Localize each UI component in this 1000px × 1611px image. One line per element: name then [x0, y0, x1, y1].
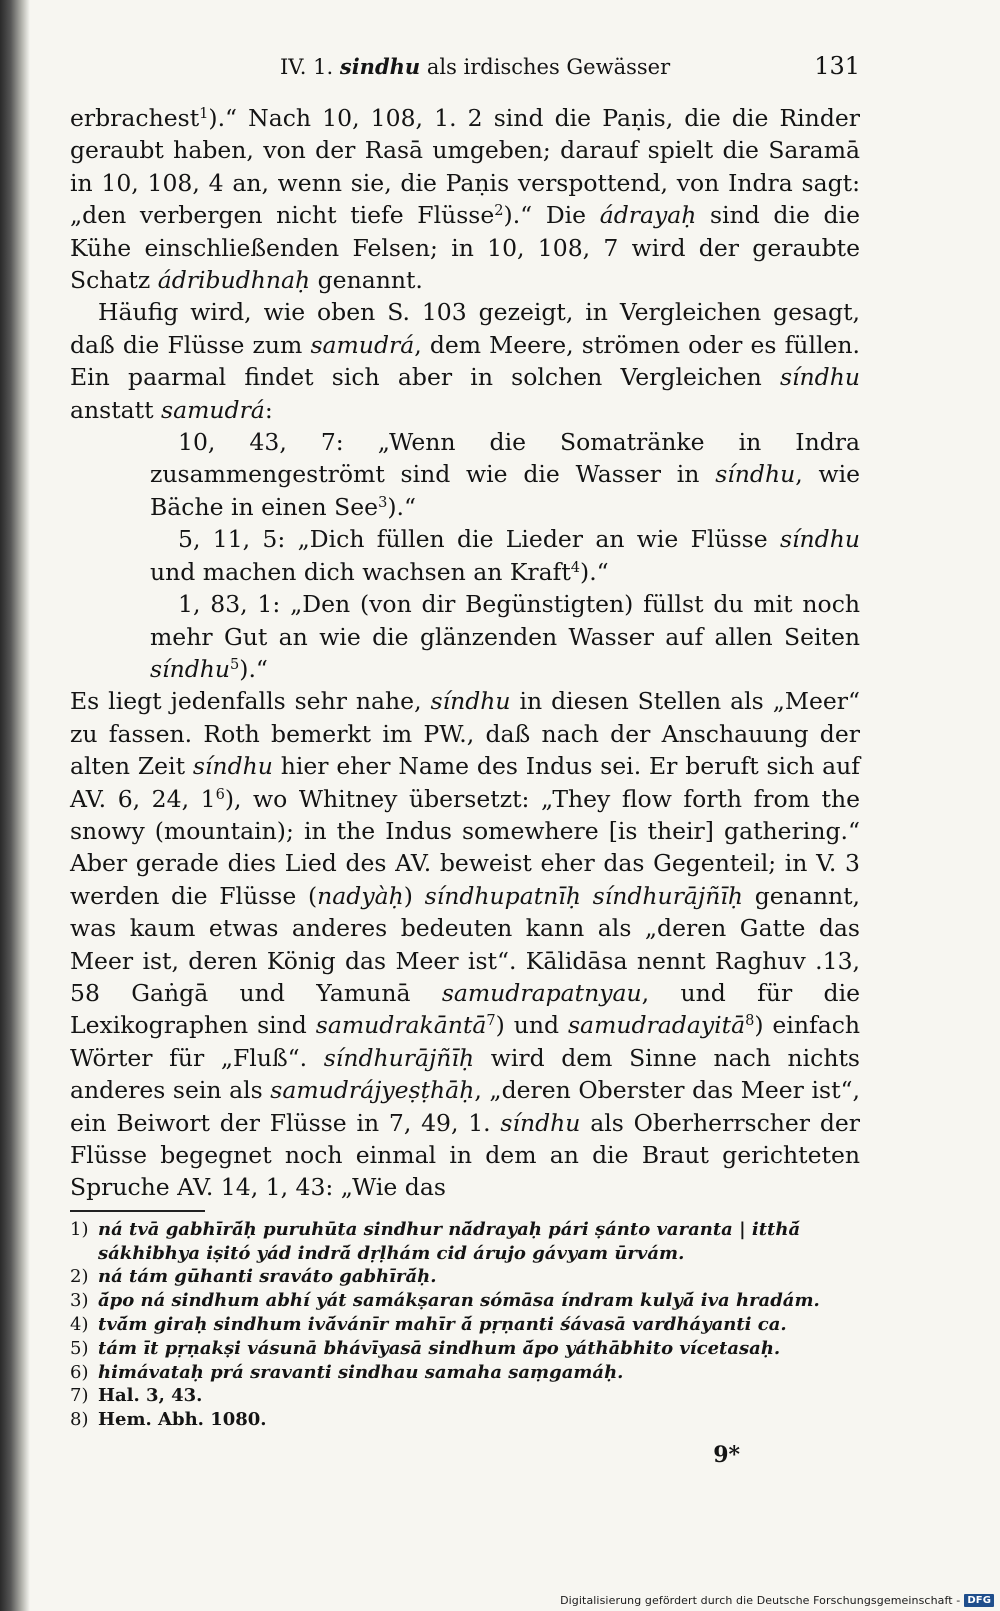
sanskrit-term: samudrá	[310, 330, 415, 359]
text-run: genannt.	[310, 266, 423, 295]
text-run: , und für die Lexikographen sind	[70, 978, 860, 1040]
footnote-8	[70, 1408, 860, 1432]
credit-text: Digitalisierung gefördert durch die Deutsche Forschungsgemeinschaft -	[560, 1594, 961, 1607]
sanskrit-term: síndhu	[779, 525, 860, 554]
sanskrit-term: síndhurājñīḥ	[323, 1043, 475, 1072]
footnote-divider	[70, 1210, 205, 1212]
quote-1	[70, 426, 860, 523]
footnote-1	[70, 1218, 860, 1266]
footnote-ref[interactable]: 5	[230, 655, 240, 673]
text-run: wird dem Sinne nach nichts anderes sein als	[70, 1043, 860, 1105]
sanskrit-term: síndhu	[500, 1108, 581, 1137]
footnote-text: ā́po ná sindhum abhí yát samákṣaran sómāsa índram kulyā́ iva hradám.	[98, 1290, 820, 1312]
text-run: ).“ Nach 10, 108, 1. 2 sind die Paṇis, die die Rinder geraubt haben, von der Rasā umgeben; darauf spielt die Saramā in 10, 108, 4 an, wenn sie, die Paṇis verspottend, von Indra sagt: „den verbergen nicht tiefe Flüsse	[70, 104, 860, 230]
text-run: ).“	[580, 557, 609, 586]
sanskrit-term: samudrakāntā	[315, 1011, 487, 1040]
running-head-italic: sindhu	[339, 54, 421, 79]
sanskrit-term: samudrapatnyau	[441, 978, 642, 1007]
sanskrit-term: samudradayitā	[568, 1011, 746, 1040]
text-run: , wie Bäche in einen See	[150, 460, 860, 521]
sanskrit-term: samudrájyeṣṭhāḥ	[270, 1076, 475, 1105]
paragraph-2	[70, 296, 860, 426]
text-run: anstatt	[70, 395, 162, 424]
footnote-6	[70, 1361, 860, 1385]
footnote-text: Hem. Abh. 1080.	[98, 1409, 267, 1431]
page-number: 131	[814, 52, 860, 80]
text-run: , dem Meere, strömen oder es füllen. Ein paarmal findet sich aber in solchen Vergleichen	[70, 330, 860, 392]
text-run: hier eher Name des Indus sei. Er beruft sich auf AV. 6, 24, 1	[70, 752, 861, 813]
footnote-ref[interactable]: 2	[494, 202, 504, 220]
sanskrit-term: síndhupatnīḥ síndhurājñīḥ	[424, 881, 744, 910]
footnote-ref[interactable]: 6	[215, 785, 225, 803]
footnote-number: 1)	[70, 1218, 89, 1240]
dfg-logo[interactable]: DFG	[964, 1594, 994, 1607]
text-run: erbrachest	[70, 104, 200, 132]
quote-2	[70, 523, 860, 588]
book-page	[70, 50, 860, 1468]
footnote-4	[70, 1313, 860, 1337]
footnote-ref[interactable]: 8	[745, 1012, 755, 1030]
footnote-number: 8)	[70, 1409, 89, 1431]
sanskrit-term: samudrá	[161, 395, 265, 424]
footnote-number: 5)	[70, 1337, 89, 1359]
footnote-text: tám īt pṛṇakṣi vásunā bhávīyasā sindhum ā́po yáthābhito vícetasaḥ.	[98, 1337, 781, 1359]
footnote-number: 4)	[70, 1314, 89, 1335]
footnote-text: ná tám gūhanti sraváto gabhīrā́ḥ.	[98, 1266, 437, 1288]
text-run: in diesen Stellen als „Meer“ zu fassen. Roth bemerkt im PW., daß nach der Anschauung der alten Zeit	[70, 687, 861, 781]
text-run: Es liegt jedenfalls sehr nahe,	[70, 687, 431, 716]
text-run: , „deren Oberster das Meer ist“, ein Beiwort der Flüsse in 7, 49, 1.	[70, 1076, 860, 1137]
text-run: genannt, was kaum etwas anderes bedeuten kann als „deren Gatte das Meer ist, deren König das Meer ist“. Kālidāsa nennt Raghuv .13, 58 Gaṅgā und Yamunā	[70, 881, 861, 1007]
running-head-title	[280, 54, 670, 79]
text-run: Häufig wird, wie oben S. 103 gezeigt, in Vergleichen gesagt, daß die Flüsse zum	[70, 298, 860, 359]
sanskrit-term: síndhu	[715, 460, 796, 489]
footnote-text: ná tvā gabhīrā́ḥ puruhūta sindhur nā́drayaḥ pári ṣánto varanta | itthā́ sákhibhya iṣitó yád indrā́ dṛḷhám cid árujo gávyam ūrvám.	[98, 1218, 801, 1264]
sanskrit-term: síndhu	[430, 687, 511, 716]
footnote-ref[interactable]: 7	[486, 1012, 496, 1030]
text-run: :	[264, 395, 273, 424]
running-head-rest: als irdisches Gewässer	[426, 55, 671, 79]
text-run: )	[403, 881, 425, 910]
text-run: ) einfach Wörter für „Fluß“.	[70, 1011, 860, 1072]
text-run: ) und	[495, 1011, 568, 1040]
footnotes	[70, 1218, 860, 1432]
body-text	[70, 102, 860, 1204]
page-gutter-shadow	[0, 0, 30, 1611]
text-run: 5, 11, 5: „Dich füllen die Lieder an wie Flüsse	[178, 525, 780, 554]
footnote-number: 3)	[70, 1290, 89, 1312]
digitization-credit	[560, 1594, 994, 1607]
footnote-number: 2)	[70, 1266, 89, 1288]
sanskrit-term: ádrayaḥ	[599, 201, 697, 230]
sheet-signature: 9*	[713, 1441, 740, 1468]
text-run: sind die die Kühe einschließenden Felsen; in 10, 108, 7 wird der geraubte Schatz	[70, 201, 860, 295]
sanskrit-term: síndhu	[192, 752, 273, 781]
footnote-text: Hal. 3, 43.	[98, 1385, 203, 1407]
footnote-text: himávataḥ prá sravanti sindhau samaha saṃgamáḥ.	[98, 1361, 624, 1383]
sanskrit-term: síndhu	[150, 654, 231, 683]
footnote-ref[interactable]: 3	[378, 493, 388, 511]
text-run: und machen dich wachsen an Kraft	[150, 557, 571, 586]
paragraph-3	[70, 685, 860, 1204]
chapter-label: IV. 1.	[280, 55, 334, 79]
footnote-ref[interactable]: 1	[199, 105, 209, 122]
sanskrit-term: síndhu	[779, 363, 860, 392]
footnote-ref[interactable]: 4	[570, 558, 581, 576]
text-run: ).“	[239, 654, 268, 683]
text-run: ), wo Whitney übersetzt: „They flow forth from the snowy (mountain); in the Indus somewhere [is their] gathering.“ Aber gerade dies Lied des AV. beweist eher das Gegenteil; in V. 3 werden die Flüsse (	[70, 784, 860, 910]
footnote-3	[70, 1289, 860, 1313]
footnote-2	[70, 1265, 860, 1289]
text-run: als Oberherrscher der Flüsse begegnet noch einmal in dem an die Braut gerichteten Spruche AV. 14, 1, 43: „Wie das	[70, 1108, 861, 1202]
sanskrit-term: ádribudhnaḥ	[157, 266, 311, 295]
footnote-text: tvā́m giraḥ sindhum ivā́vánīr mahīr ā́ pṛṇanti śávasā vardháyanti ca.	[98, 1314, 787, 1335]
sanskrit-term: nadyàḥ	[317, 881, 404, 910]
text-run: ).“ Die	[503, 201, 600, 230]
text-run: ).“	[387, 492, 416, 521]
footnote-7	[70, 1384, 860, 1408]
paragraph-1	[70, 102, 860, 296]
text-run: 1, 83, 1: „Den (von dir Begünstigten) füllst du mit noch mehr Gut an wie die glänzenden Wasser auf allen Seiten	[150, 590, 860, 651]
text-run: 10, 43, 7: „Wenn die Somatränke in Indra zusammengeströmt sind wie die Wasser in	[150, 428, 860, 489]
footnote-number: 6)	[70, 1361, 89, 1383]
quote-3	[70, 588, 860, 685]
footnote-number: 7)	[70, 1385, 89, 1407]
running-head	[70, 50, 860, 86]
footnote-5	[70, 1337, 860, 1361]
